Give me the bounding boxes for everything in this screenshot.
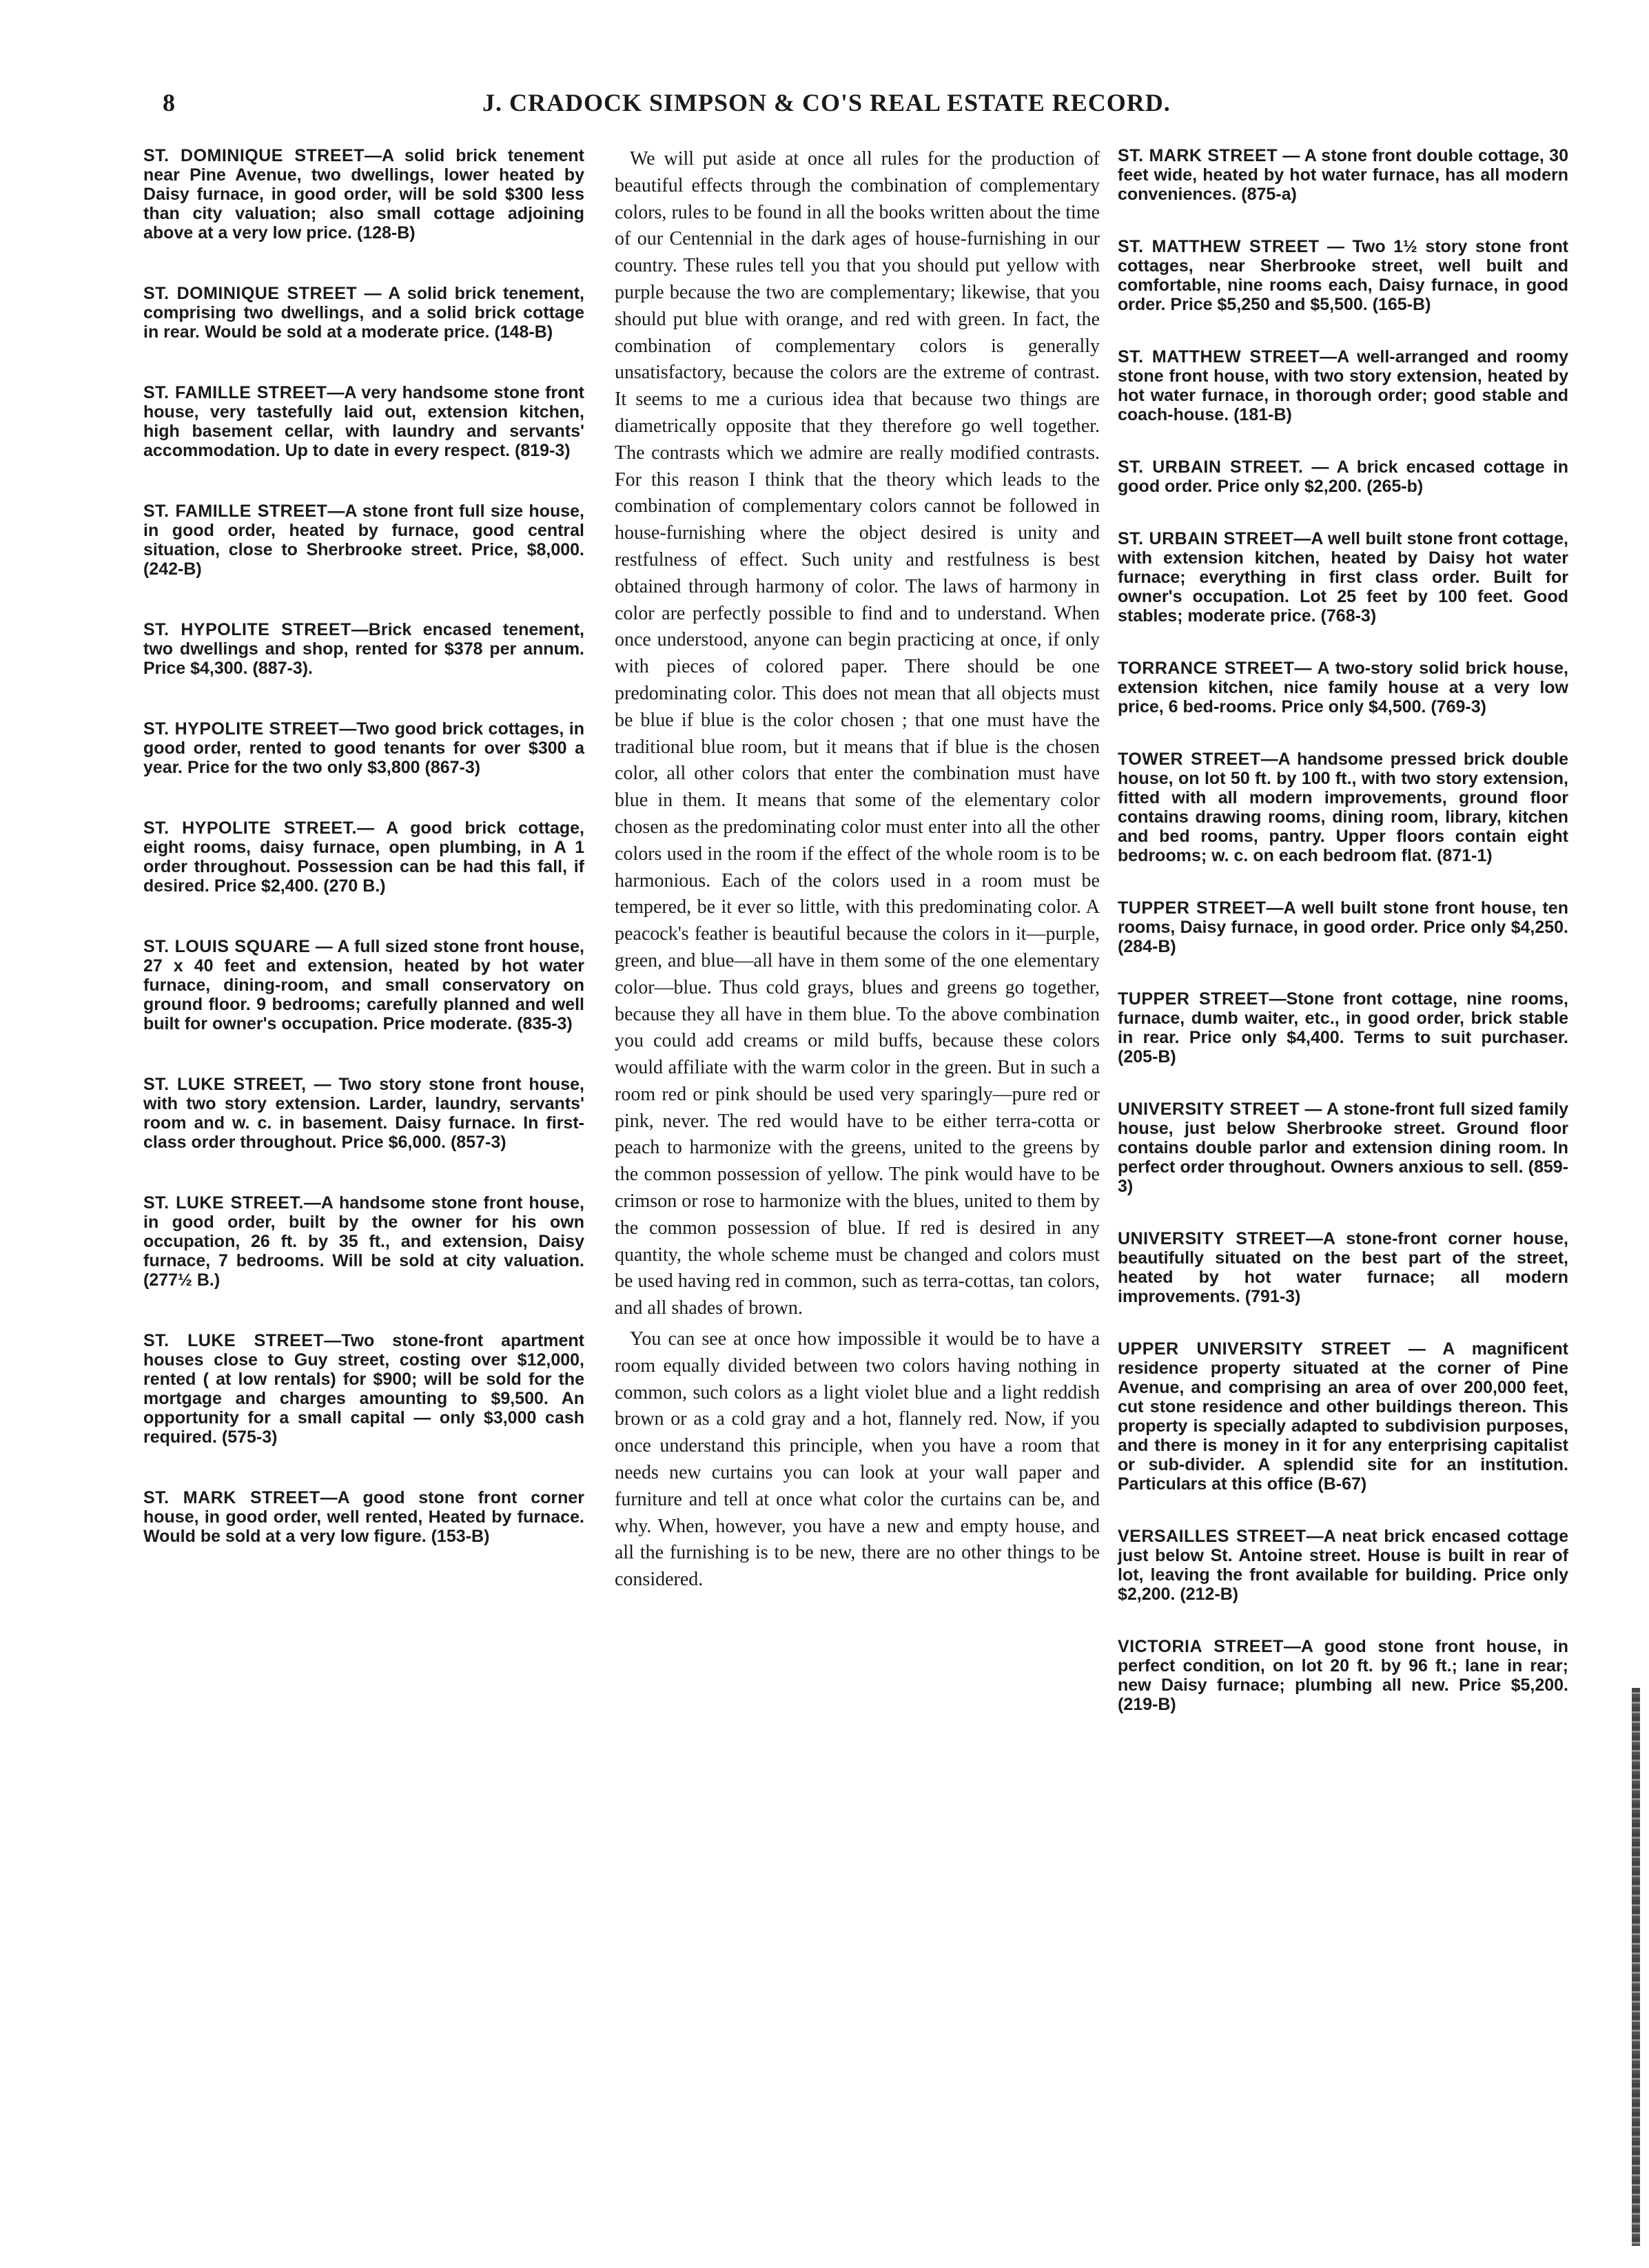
listing-entry (143, 1331, 584, 1447)
listing-entry (1118, 898, 1568, 956)
listing-entry (143, 818, 584, 896)
listing-street: TUPPER STREET (1118, 898, 1267, 918)
listing-text: — Two story stone front house, with two story extension. Larder, laundry, servants' room and w. c. in basement. Daisy furnace. In first-class order throughout. Price $6,000. (857-3) (143, 1075, 584, 1152)
listing-street: ST. URBAIN STREET (1118, 529, 1294, 548)
listing-entry (1118, 146, 1568, 204)
listing-street: TUPPER STREET (1118, 989, 1269, 1009)
listing-text: — A brick encased cottage in good order. Price only $2,200. (265-b) (1118, 457, 1569, 496)
listing-street: TOWER STREET (1118, 750, 1261, 769)
listing-text: —Two stone-front apartment houses close to Guy street, costing over $12,000, rented ( at low rentals) for $900; will be sold for the mortgage and charges amounting to $9,500. An opportunity for a small capital — only $3,000 cash required. (575-3) (143, 1331, 584, 1447)
listing-street: ST. HYPOLITE STREET (143, 719, 340, 739)
right-column (1118, 146, 1568, 1747)
article-column (615, 146, 1100, 1594)
listing-text: —A solid brick tenement near Pine Avenue, two dwellings, lower heated by Daisy furnace, in good order, will be sold $300 less than city valuation; also small cottage adjoining above at a very low price. (128-B) (143, 146, 584, 243)
listing-street: ST. MARK STREET (1118, 146, 1278, 165)
listing-entry (143, 1075, 584, 1152)
article-paragraph: We will put aside at once all rules for the production of beautiful effects through the combination of complementary colors, rules to be found in all the books written about the time of our Centennial in the dark ages of house-furnishing in our country. These rules tell you that you should put yellow with purple because the two are complementary; likewise, that you should put blue with orange, and red with green. In fact, the combination of complementary colors is generally unsatisfactory, because the colors are the extreme of contrast. It seems to me a curious idea that because two things are diametrically opposite that they therefore go well together. The contrasts which we admire are really modified contrasts. For this reason I think that the theory which leads to the combination of complementary colors cannot be followed in house-furnishing where the object desired is unity and restfulness of effect. Such unity and restfulness is best obtained through harmony of color. The laws of harmony in color are perfectly possible to find and to understand. When once understood, anyone can begin practicing at once, if only with pieces of colored paper. There should be one predominating color. This does not mean that all objects must be blue if blue is the color chosen ; that one must have the traditional blue room, but it means that if blue is the chosen color, all other colors that enter the combination must have blue in them. It means that some of the elementary color chosen as the predominating color must enter into all the other colors used in the room if the effect of the whole room is to be harmonious. Each of the colors used in a room must be tempered, be it ever so little, with this predominating color. A peacock's feather is beautiful because the colors in it—purple, green, and blue—all have in them some of the one elementary color—blue. Thus cold grays, blues and greens go together, because they all have in them blue. To the above combination you could add creams or mild buffs, because these colors would affiliate with the warm color in the green. But in such a room red or pink should be used very sparingly—pure red or pink, never. The red would have to be either terra-cotta or peach to harmonize with the greens, united to the greens by the common possession of yellow. The pink would have to be crimson or rose to harmonize with the blues, united to them by the common possession of blue. If red is desired in any quantity, the whole scheme must be changed and colors must be used having red in common, such as terra-cottas, tan colors, and all shades of brown. (615, 148, 1100, 1319)
listing-street: VERSAILLES STREET (1118, 1527, 1307, 1546)
listing-street: TORRANCE STREET (1118, 659, 1295, 678)
listing-text: — A stone-front full sized family house, just below Sherbrooke street. Ground floor contains double parlor and extension dining room. In perfect order throughout. Owners anxious to sell. (859-3) (1118, 1100, 1569, 1196)
listing-street: ST. URBAIN STREET. (1118, 457, 1304, 477)
listing-text: —A well-arranged and roomy stone front house, with two story extension, heated by hot water furnace, in thorough order; good stable and coach-house. (181-B) (1118, 347, 1568, 424)
listing-entry (1118, 1527, 1568, 1604)
listing-entry (1118, 750, 1568, 865)
listing-text: —A handsome stone front house, in good order, built by the owner for his own occupation, 26 ft. by 35 ft., and extension, Daisy furnace, 7 bedrooms. Will be sold at city valuation. (277½ B.) (143, 1193, 584, 1290)
page-header-title: J. CRADOCK SIMPSON & CO'S REAL ESTATE RECORD. (482, 89, 1171, 116)
listing-entry (1118, 1339, 1568, 1494)
listing-street: ST. DOMINIQUE STREET (143, 146, 365, 165)
listing-entry (143, 1193, 584, 1290)
page-number: 8 (163, 89, 175, 116)
listing-street: ST. MATTHEW STREET (1118, 347, 1320, 367)
listing-text: —A well built stone front house, ten rooms, Daisy furnace, in good order. Price only $4,250. (284-B) (1118, 898, 1568, 956)
listing-street: ST. LUKE STREET, (143, 1075, 307, 1094)
listing-text: —A neat brick encased cottage just below St. Antoine street. House is built in rear of lot, leaving the front available for building. Price only $2,200. (212-B) (1118, 1527, 1568, 1604)
listing-street: UNIVERSITY STREET (1118, 1100, 1300, 1119)
listing-text: — A good brick cottage, eight rooms, daisy furnace, open plumbing, in A 1 order throughout. Possession can be had this fall, if desired. Price $2,400. (270 B.) (143, 818, 585, 896)
listing-street: ST. LUKE STREET. (143, 1193, 304, 1213)
listing-entry (143, 937, 584, 1033)
listing-entry (143, 502, 584, 579)
listing-entry (143, 383, 584, 460)
listing-text: —Two good brick cottages, in good order, rented to good tenants for over $300 a year. Price for the two only $3,800 (867-3) (143, 719, 584, 777)
listing-entry (1118, 989, 1568, 1066)
listing-text: —A good stone front house, in perfect condition, on lot 20 ft. by 96 ft.; lane in rear; new Daisy furnace; plumbing all new. Price $5,200. (219-B) (1118, 1637, 1568, 1714)
listing-entry (1118, 1100, 1568, 1196)
listing-text: —Brick encased tenement, two dwellings and shop, rented for $378 per annum. Price $4,300. (887-3). (143, 620, 584, 678)
listing-street: UPPER UNIVERSITY STREET (1118, 1339, 1391, 1359)
listing-text: — Two 1½ story stone front cottages, near Sherbrooke street, well built and comfortable, nine rooms each, Daisy furnace, in good order. Price $5,250 and $5,500. (165-B) (1118, 237, 1568, 314)
listing-entry (1118, 347, 1568, 424)
listing-street: ST. MARK STREET (143, 1488, 320, 1507)
listing-entry (1118, 1229, 1568, 1306)
listing-text: —A stone-front corner house, beautifully situated on the best part of the street, heated by hot water furnace; all modern improvements. (791-3) (1118, 1229, 1569, 1306)
listing-text: — A stone front double cottage, 30 feet wide, heated by hot water furnace, has all modern conveniences. (875-a) (1118, 146, 1568, 204)
listing-text: — A two-story solid brick house, extension kitchen, nice family house at a very low price, 6 bed-rooms. Price only $4,500. (769-3) (1118, 659, 1568, 717)
listing-street: VICTORIA STREET (1118, 1637, 1284, 1656)
listing-entry (1118, 659, 1568, 717)
listing-text: —Stone front cottage, nine rooms, furnace, dumb waiter, etc., in good order, brick stable in rear. Price only $4,400. Terms to suit purchaser. (205-B) (1118, 989, 1568, 1066)
listing-entry (1118, 1637, 1568, 1714)
listing-street: ST. DOMINIQUE STREET (143, 284, 358, 303)
article-paragraph: You can see at once how impossible it would be to have a room equally divided between two colors having nothing in common, such colors as a light violet blue and a light reddish brown or as a cold gray and a hot, flannely red. Now, if you once understand this principle, when you have a room that needs new curtains you can look at your wall paper and furniture and tell at once what color the curtains can be, and why. When, however, you have a new and empty house, and all the furnishing is to be new, there are no other things to be considered. (615, 1328, 1100, 1591)
listing-entry (143, 719, 584, 777)
listing-text: —A stone front full size house, in good order, heated by furnace, good central situation, close to Sherbrooke street. Price, $8,000. (242-B) (143, 502, 584, 579)
listing-entry (143, 284, 584, 342)
listing-text: —A good stone front corner house, in good order, well rented, Heated by furnace. Would be sold at a very low figure. (153-B) (143, 1488, 585, 1546)
listing-street: UNIVERSITY STREET (1118, 1229, 1306, 1248)
left-column (143, 146, 584, 1587)
listing-entry (143, 146, 584, 243)
listing-entry (1118, 529, 1568, 626)
listing-text: —A very handsome stone front house, very tastefully laid out, extension kitchen, high basement cellar, with laundry and servants' accommodation. Up to date in every respect. (819-3) (143, 383, 584, 460)
listing-text: —A well built stone front cottage, with extension kitchen, heated by Daisy hot water furnace; everything in first class order. Built for owner's occupation. Lot 25 feet by 100 feet. Good stables; moderate price. (768-3) (1118, 529, 1568, 626)
listing-entry (143, 1488, 584, 1546)
listing-street: ST. MATTHEW STREET (1118, 237, 1320, 256)
listing-text: — A full sized stone front house, 27 x 40 feet and extension, heated by hot water furnace, dining-room, and small conservatory on ground floor. 9 bedrooms; carefully planned and well built for owner's occupation. Price moderate. (835-3) (143, 937, 584, 1033)
listing-street: ST. FAMILLE STREET (143, 502, 328, 521)
listing-street: ST. LUKE STREET (143, 1331, 325, 1350)
page-edge-shadow (1632, 1688, 1640, 2246)
listing-entry (1118, 237, 1568, 314)
listing-street: ST. HYPOLITE STREET. (143, 818, 357, 838)
listing-entry (143, 620, 584, 678)
listing-street: ST. HYPOLITE STREET (143, 620, 351, 639)
listing-text: — A solid brick tenement, comprising two dwellings, and a solid brick cottage in rear. Would be sold at a moderate price. (148-B) (143, 284, 584, 342)
listing-street: ST. LOUIS SQUARE (143, 937, 311, 956)
listing-text: — A magnificent residence property situated at the corner of Pine Avenue, and comprising an area of over 200,000 feet, cut stone residence and other buildings thereon. This property is specially adapted to subdivision purposes, and there is money in it for any enterprising capitalist or sub-divider. A splendid site for an institution. Particulars at this office (B-67) (1118, 1339, 1568, 1494)
listing-street: ST. FAMILLE STREET (143, 383, 327, 402)
listing-text: —A handsome pressed brick double house, on lot 50 ft. by 100 ft., with two story extension, fitted with all modern improvements, ground floor contains drawing rooms, dining room, library, kitchen and bed rooms, pantry. Upper floors contain eight bedrooms; w. c. on each bedroom flat. (871-1) (1118, 750, 1568, 865)
listing-entry (1118, 457, 1568, 496)
